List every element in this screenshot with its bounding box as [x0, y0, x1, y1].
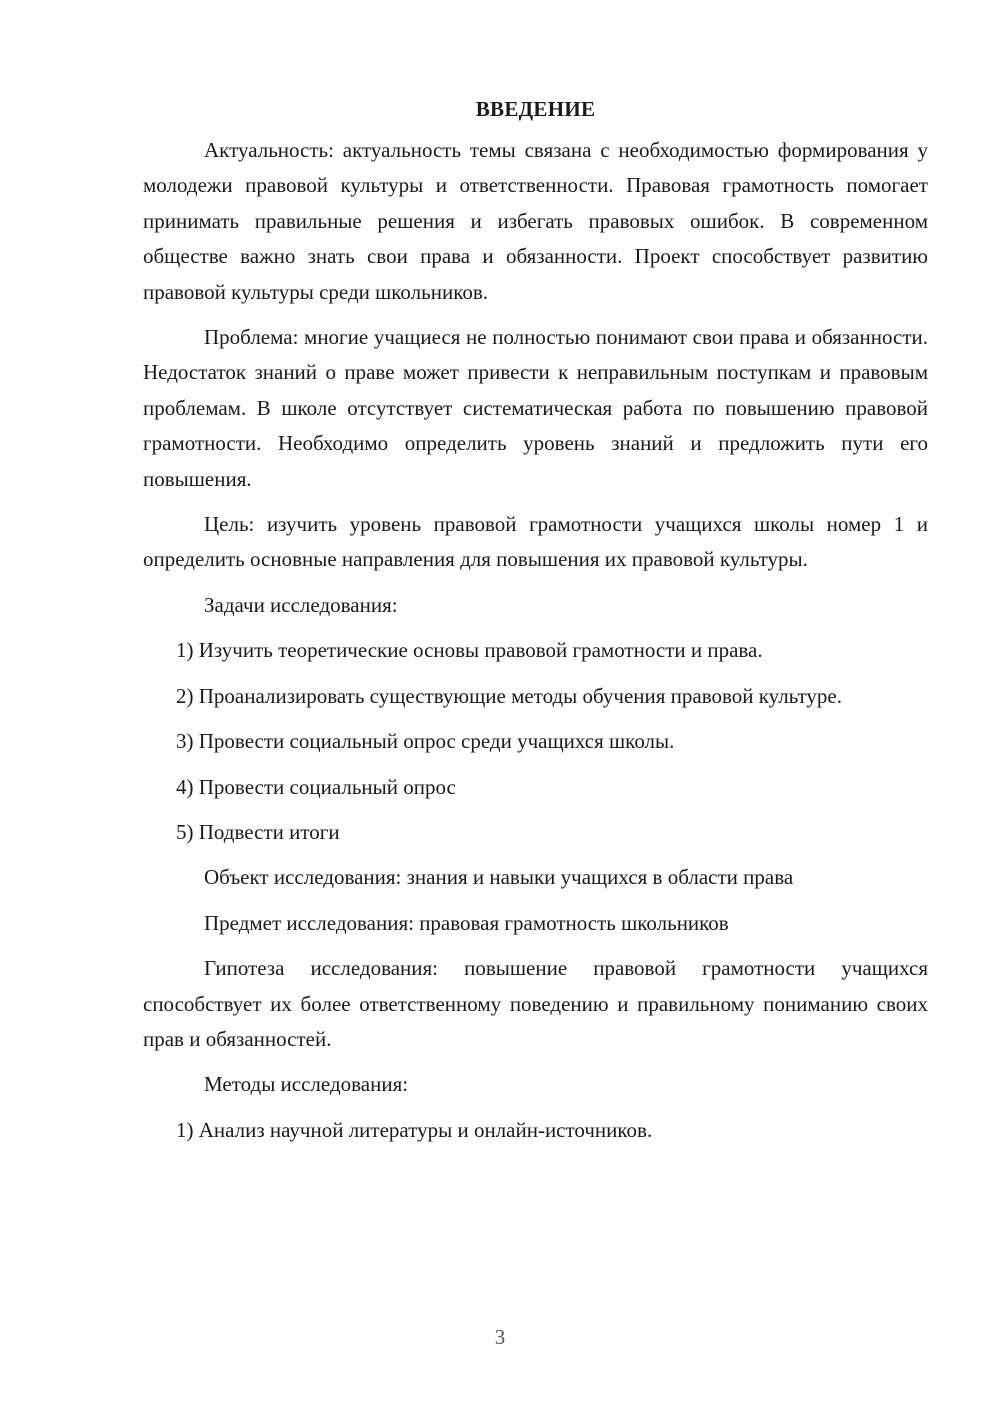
object-paragraph: Объект исследования: знания и навыки учащихся в области права [204, 865, 794, 890]
relevance-paragraph: Актуальность: актуальность темы связана с необходимостью формирования у молодежи правовой культуры и ответственности. Правовая грамотность помогает принимать правильные решения и избегать правовых ошибок. В современном обществе важно знать свои права и обязанности. Проект способствует развитию правовой культуры среди школьников. [143, 138, 928, 304]
task-item: 1) Изучить теоретические основы правовой грамотности и права. [176, 638, 763, 663]
hypothesis-paragraph: Гипотеза исследования: повышение правовой грамотности учащихся способствует их более ответственному поведению и правильному пониманию своих прав и обязанностей. [143, 956, 928, 1051]
page-number: 3 [494, 1325, 506, 1349]
subject-paragraph: Предмет исследования: правовая грамотность школьников [204, 910, 729, 935]
method-item: 1) Анализ научной литературы и онлайн-источников. [176, 1117, 653, 1142]
tasks-heading: Задачи исследования: [204, 592, 398, 617]
task-item: 4) Провести социальный опрос [176, 774, 456, 799]
task-item: 5) Подвести итоги [176, 819, 340, 844]
problem-paragraph: Проблема: многие учащиеся не полностью понимают свои права и обязанности. Недостаток знаний о праве может привести к неправильным поступкам и правовым проблемам. В школе отсутствует систематическая работа по повышению правовой грамотности. Необходимо определить уровень знаний и предложить пути его повышения. [143, 325, 928, 491]
task-item: 3) Провести социальный опрос среди учащихся школы. [176, 729, 675, 754]
methods-heading: Методы исследования: [204, 1072, 409, 1097]
document-page [143, 92, 928, 1158]
section-title: ВВЕДЕНИЕ [475, 97, 596, 121]
goal-paragraph: Цель: изучить уровень правовой грамотности учащихся школы номер 1 и определить основные направления для повышения их правовой культуры. [143, 512, 928, 572]
task-item: 2) Проанализировать существующие методы обучения правовой культуре. [176, 683, 842, 708]
